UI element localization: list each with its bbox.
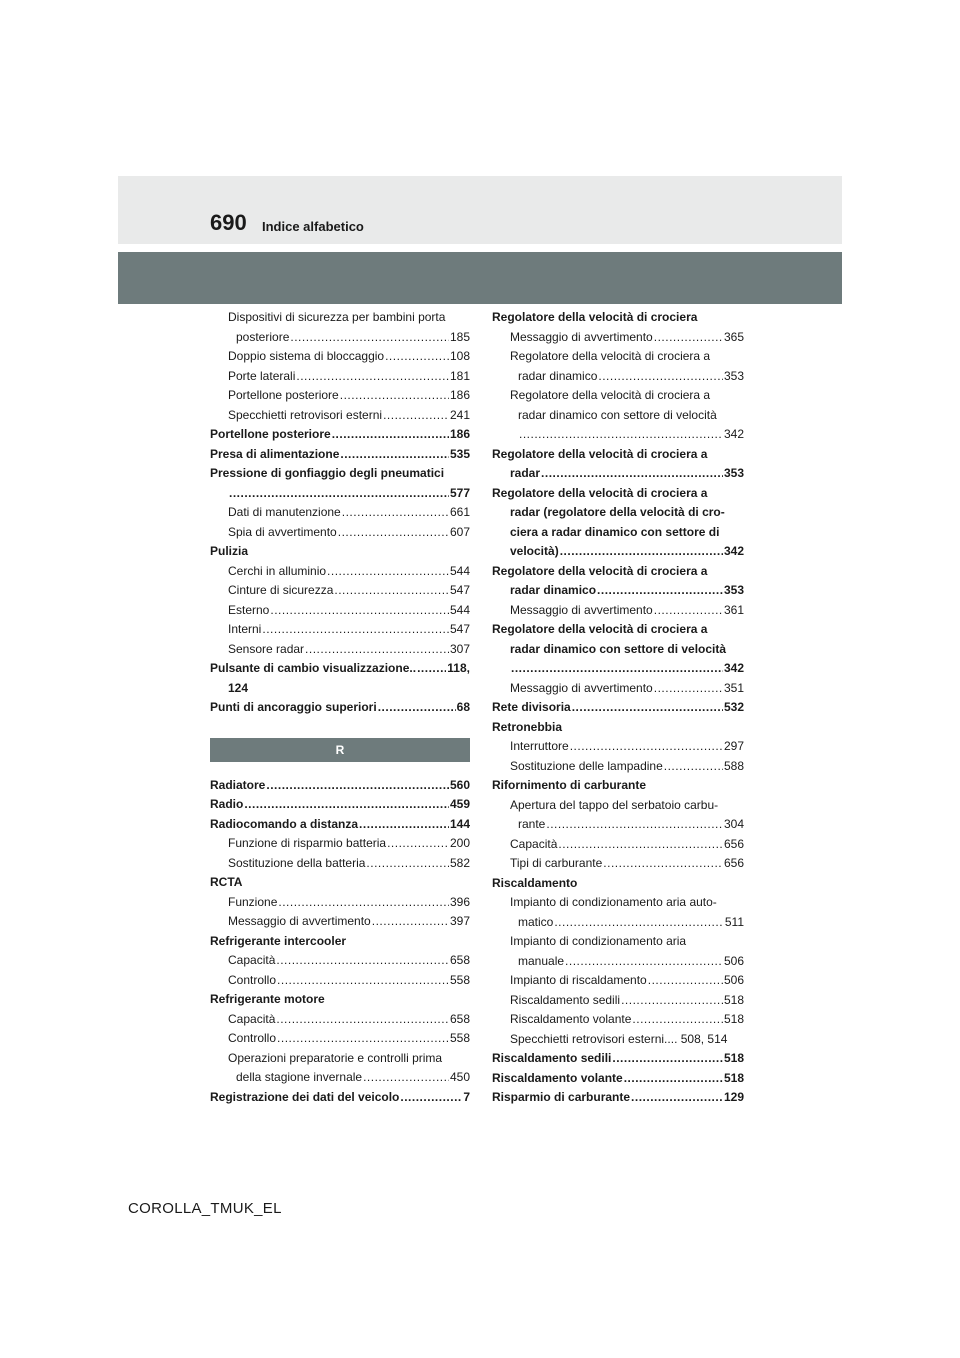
index-text: Cinture di sicurezza	[228, 583, 334, 597]
index-column-left	[210, 308, 470, 1107]
page-reference[interactable]: 353	[723, 368, 744, 383]
dot-leader	[305, 640, 449, 660]
page-reference[interactable]: 144	[449, 816, 470, 831]
index-subentry	[210, 912, 470, 932]
index-text: matico	[518, 914, 554, 929]
index-text: Regolatore della velocità di crociera a	[492, 446, 708, 461]
index-subentry	[210, 523, 470, 543]
index-subentry	[210, 951, 470, 971]
index-entry	[210, 542, 470, 562]
page-reference[interactable]: 396	[449, 894, 470, 909]
index-text: 124	[228, 680, 249, 695]
index-text: Pulizia	[210, 544, 249, 558]
index-subentry	[492, 737, 744, 757]
index-text: Controllo	[228, 1031, 277, 1045]
index-entry	[210, 873, 470, 893]
index-text: rante	[518, 817, 546, 831]
index-entry	[210, 1088, 470, 1108]
index-subentry	[210, 1029, 470, 1049]
index-entry	[492, 874, 744, 894]
dot-leader	[276, 951, 449, 971]
page-reference[interactable]: 342	[723, 661, 744, 675]
index-subentry	[492, 386, 744, 445]
index-entry	[492, 620, 744, 679]
page-reference[interactable]: 200	[449, 836, 470, 850]
index-text: Interni	[228, 622, 262, 636]
index-text: Regolatore della velocità di crociera a	[510, 349, 711, 363]
index-text: Portellone posteriore	[228, 388, 339, 402]
index-text: Capacità	[510, 836, 558, 851]
page-reference[interactable]: 241	[449, 407, 470, 422]
index-subentry	[492, 932, 744, 971]
index-entry	[210, 679, 470, 699]
index-text: Apertura del tappo del serbatoio carbu-	[510, 797, 719, 812]
index-entry	[210, 990, 470, 1010]
index-text: Porte laterali	[228, 368, 296, 383]
dot-leader	[378, 698, 456, 718]
page-reference[interactable]: 342	[723, 427, 744, 441]
dot-leader	[262, 620, 449, 640]
index-text: Riscaldamento volante	[510, 1012, 632, 1026]
index-entry	[210, 932, 470, 952]
dot-leader	[400, 1088, 462, 1108]
dot-leader	[387, 834, 449, 854]
index-entry	[210, 464, 470, 503]
dot-leader	[631, 1088, 723, 1108]
index-text: Messaggio di avvertimento	[228, 914, 371, 928]
dot-leader	[554, 913, 724, 933]
index-text: Riscaldamento volante	[492, 1070, 623, 1085]
index-subentry	[210, 893, 470, 913]
page-reference[interactable]: 181	[449, 368, 470, 383]
index-entry	[210, 815, 470, 835]
dot-leader	[572, 698, 723, 718]
index-entry	[210, 776, 470, 796]
index-text: Risparmio di carburante	[492, 1090, 631, 1104]
page-reference[interactable]: 518	[723, 1070, 744, 1085]
dot-leader	[296, 367, 449, 387]
index-subentry	[210, 562, 470, 582]
index-subentry	[492, 347, 744, 386]
index-entry	[492, 698, 744, 718]
index-subentry	[492, 835, 744, 855]
index-text: Radio	[210, 797, 244, 811]
page-reference[interactable]: 353	[723, 583, 744, 597]
page-reference[interactable]: 582	[449, 855, 470, 870]
dot-leader	[342, 503, 449, 523]
index-subentry	[210, 620, 470, 640]
index-text: Rete divisoria	[492, 700, 571, 714]
index-subentry	[492, 854, 744, 874]
dot-leader	[603, 854, 723, 874]
page-reference[interactable]: 661	[449, 505, 470, 519]
page-reference[interactable]: 544	[449, 563, 470, 578]
index-text: Punti di ancoraggio superiori	[210, 700, 377, 714]
page-reference[interactable]: 297	[723, 739, 744, 753]
index-text: Dati di manutenzione	[228, 505, 341, 519]
index-text: Riscaldamento sedili	[510, 992, 621, 1007]
index-subentry	[492, 328, 744, 348]
page-reference[interactable]: 397	[449, 914, 470, 928]
index-text: Spia di avvertimento	[228, 524, 337, 539]
index-text: Riscaldamento sedili	[492, 1051, 612, 1065]
index-subentry	[210, 347, 470, 367]
page-reference[interactable]: 506	[723, 953, 744, 968]
index-text: Radiocomando a distanza	[210, 816, 359, 831]
dot-leader	[270, 601, 449, 621]
index-text: Messaggio di avvertimento	[510, 680, 653, 695]
footer-code: COROLLA_TMUK_EL	[128, 1200, 282, 1217]
index-text: Capacità	[228, 1011, 276, 1026]
index-text: Riscaldamento	[492, 875, 578, 890]
dot-leader	[332, 425, 449, 445]
page-reference[interactable]: 450	[449, 1070, 470, 1084]
index-subentry	[492, 796, 744, 835]
index-subentry	[492, 971, 744, 991]
dot-leader	[340, 445, 449, 465]
dot-leader	[290, 328, 449, 348]
page-reference[interactable]: 588	[723, 758, 744, 773]
index-entry	[492, 1049, 744, 1069]
page-reference[interactable]: 518	[723, 992, 744, 1007]
index-text: Rifornimento di carburante	[492, 778, 647, 792]
dot-leader	[654, 679, 723, 699]
index-entry	[492, 562, 744, 601]
index-text: Impianto di condizionamento aria	[510, 934, 687, 948]
page-reference[interactable]: 658	[449, 953, 470, 967]
dot-leader	[654, 328, 723, 348]
index-text: Sostituzione della batteria	[228, 855, 366, 870]
index-text: Capacità	[228, 953, 276, 967]
dot-leader	[278, 893, 449, 913]
page-reference[interactable]: 558	[449, 1031, 470, 1045]
index-subentry	[210, 503, 470, 523]
index-text: Impianto di riscaldamento	[510, 973, 647, 987]
dot-leader	[612, 1049, 723, 1069]
index-subentry	[492, 991, 744, 1011]
dot-leader	[632, 1010, 723, 1030]
index-text: Radiatore	[210, 777, 266, 792]
dot-leader	[598, 367, 723, 387]
index-entry	[492, 484, 744, 562]
index-text: Operazioni preparatorie e controlli prima	[228, 1050, 443, 1065]
index-text: radar	[510, 466, 541, 480]
index-subentry	[492, 757, 744, 777]
index-text: Specchietti retrovisori esterni.... 508, 514	[510, 1031, 728, 1046]
index-entry	[492, 1088, 744, 1108]
page-reference[interactable]: 535	[449, 446, 470, 461]
page-reference[interactable]: 353	[723, 466, 744, 480]
page-reference[interactable]: 518	[723, 1012, 744, 1026]
page-reference[interactable]: 361	[723, 602, 744, 617]
dot-leader	[359, 815, 449, 835]
index-text: Regolatore della velocità di crociera a	[510, 388, 711, 402]
index-text: Presa di alimentazione	[210, 446, 340, 461]
index-subentry	[210, 581, 470, 601]
dot-leader	[664, 757, 723, 777]
page-reference[interactable]: 118,	[447, 661, 470, 675]
page-reference[interactable]: 129	[723, 1090, 744, 1104]
page-reference[interactable]: 186	[449, 427, 470, 441]
index-text: Pulsante di cambio visualizzazione..	[210, 661, 417, 675]
page-reference[interactable]: 304	[723, 817, 744, 831]
index-subentry	[210, 406, 470, 426]
index-text: radar (regolatore della velocità di cro-	[510, 505, 725, 519]
page-reference[interactable]: 506	[723, 973, 744, 987]
index-text: radar dinamico con settore di velocità	[510, 641, 727, 656]
dot-leader	[570, 737, 723, 757]
index-subentry	[492, 893, 744, 932]
index-text: RCTA	[210, 875, 243, 889]
index-text: Pressione di gonfiaggio degli pneumatici	[210, 466, 445, 480]
page-number: 690	[210, 210, 247, 235]
page-reference[interactable]: 518	[723, 1051, 744, 1065]
dot-leader	[266, 776, 449, 796]
index-subentry	[210, 1049, 470, 1088]
dot-leader	[541, 464, 723, 484]
dot-leader	[338, 523, 449, 543]
index-entry	[210, 425, 470, 445]
index-subentry	[492, 601, 744, 621]
dot-leader	[621, 991, 723, 1011]
header-dark-bar	[118, 252, 842, 304]
index-entry	[210, 659, 470, 679]
index-text: Funzione di risparmio batteria	[228, 836, 387, 850]
index-subentry	[210, 640, 470, 660]
page-reference[interactable]: 547	[449, 622, 470, 636]
index-text: radar dinamico	[518, 368, 598, 383]
index-subentry	[210, 834, 470, 854]
index-group-p	[210, 308, 470, 718]
index-text: Refrigerante intercooler	[210, 933, 347, 948]
index-text: Regolatore della velocità di crociera a	[492, 622, 708, 636]
index-text: Messaggio di avvertimento	[510, 329, 653, 344]
index-subentry	[492, 1010, 744, 1030]
dot-leader	[565, 952, 723, 972]
index-subentry	[210, 854, 470, 874]
index-text: Sostituzione delle lampadine	[510, 758, 663, 773]
index-text: manuale	[518, 953, 565, 968]
index-entry	[210, 795, 470, 815]
dot-leader	[277, 971, 449, 991]
dot-leader	[366, 854, 449, 874]
dot-leader	[511, 659, 723, 679]
index-subentry	[210, 601, 470, 621]
dot-leader	[385, 347, 449, 367]
dot-leader	[560, 542, 723, 562]
index-subentry	[210, 971, 470, 991]
index-subentry	[492, 679, 744, 699]
index-text: Messaggio di avvertimento	[510, 602, 653, 617]
index-text: Sensore radar	[228, 641, 305, 656]
index-text: Interruttore	[510, 739, 569, 753]
index-text: Cerchi in alluminio	[228, 563, 327, 578]
page-reference[interactable]: 656	[723, 836, 744, 851]
dot-leader	[334, 581, 449, 601]
index-column-right	[492, 308, 744, 1108]
index-subentry	[210, 367, 470, 387]
page-reference[interactable]: 307	[449, 641, 470, 656]
index-text: Impianto di condizionamento aria auto-	[510, 895, 717, 909]
page-reference[interactable]: 186	[449, 388, 470, 402]
dot-leader	[654, 601, 723, 621]
dot-leader	[244, 795, 449, 815]
index-text: Esterno	[228, 602, 270, 617]
index-text: velocità)	[510, 544, 559, 558]
page-reference[interactable]: 547	[449, 583, 470, 597]
index-text: Refrigerante motore	[210, 992, 325, 1006]
page-reference[interactable]: 658	[449, 1011, 470, 1026]
page-reference[interactable]: 577	[449, 485, 470, 500]
page-reference[interactable]: 511	[724, 914, 744, 929]
page-reference[interactable]: 108	[449, 349, 470, 363]
page-reference[interactable]: 607	[449, 524, 470, 539]
index-text: Regolatore della velocità di crociera a	[492, 563, 708, 578]
page-reference[interactable]: 532	[723, 700, 744, 714]
page-reference[interactable]: 560	[449, 777, 470, 792]
index-text: Regolatore della velocità di crociera a	[492, 485, 708, 500]
page-reference[interactable]: 185	[449, 329, 470, 344]
index-text: Dispositivi di sicurezza per bambini porta	[228, 310, 446, 324]
dot-leader	[340, 386, 449, 406]
section-title: Indice alfabetico	[262, 219, 364, 234]
index-group-r	[210, 776, 470, 1108]
index-text: Doppio sistema di bloccaggio	[228, 349, 385, 363]
page-reference[interactable]: 342	[723, 544, 744, 558]
dot-leader	[624, 1069, 723, 1089]
index-subentry	[492, 1030, 744, 1050]
dot-leader	[558, 835, 723, 855]
dot-leader	[383, 406, 449, 426]
index-text: Funzione	[228, 894, 278, 909]
dot-leader	[597, 581, 723, 601]
dot-leader	[519, 425, 723, 445]
dot-leader	[648, 971, 723, 991]
index-entry	[492, 718, 744, 738]
index-entry	[492, 1069, 744, 1089]
page-reference[interactable]: 558	[449, 972, 470, 987]
index-subentry	[210, 1010, 470, 1030]
letter-divider-r: R	[210, 738, 470, 762]
dot-leader	[363, 1068, 449, 1088]
index-text: radar dinamico con settore di velocità	[518, 407, 717, 422]
page-reference[interactable]: 351	[723, 680, 744, 695]
index-entry	[210, 698, 470, 718]
index-text: Registrazione dei dati del veicolo	[210, 1089, 400, 1104]
dot-leader	[277, 1029, 449, 1049]
page-reference[interactable]: 365	[723, 329, 744, 344]
index-text: ciera a radar dinamico con settore di	[510, 524, 720, 539]
index-subentry	[210, 308, 470, 347]
dot-leader	[276, 1010, 449, 1030]
dot-leader	[546, 815, 723, 835]
dot-leader	[327, 562, 449, 582]
index-text: posteriore	[236, 329, 290, 344]
dot-leader	[229, 484, 449, 504]
page-reference[interactable]: 68	[456, 700, 470, 714]
index-text: Retronebbia	[492, 719, 563, 734]
index-text: radar dinamico	[510, 583, 597, 597]
index-entry	[492, 445, 744, 484]
index-text: Tipi di carburante	[510, 856, 603, 870]
index-text: Regolatore della velocità di crociera	[492, 310, 698, 324]
index-entry	[492, 776, 744, 796]
index-subentry	[210, 386, 470, 406]
index-text: Portellone posteriore	[210, 427, 331, 441]
index-group-r-continued	[492, 308, 744, 1108]
page-reference[interactable]: 544	[449, 602, 470, 617]
index-text: Controllo	[228, 972, 277, 987]
index-text: della stagione invernale	[236, 1070, 363, 1084]
index-entry	[492, 308, 744, 328]
index-entry	[210, 445, 470, 465]
index-text: Specchietti retrovisori esterni	[228, 407, 383, 422]
dot-leader	[417, 659, 446, 679]
page-reference[interactable]: 656	[723, 856, 744, 870]
dot-leader	[372, 912, 449, 932]
page-reference[interactable]: 459	[449, 797, 470, 811]
page-reference[interactable]: 7	[463, 1089, 470, 1104]
